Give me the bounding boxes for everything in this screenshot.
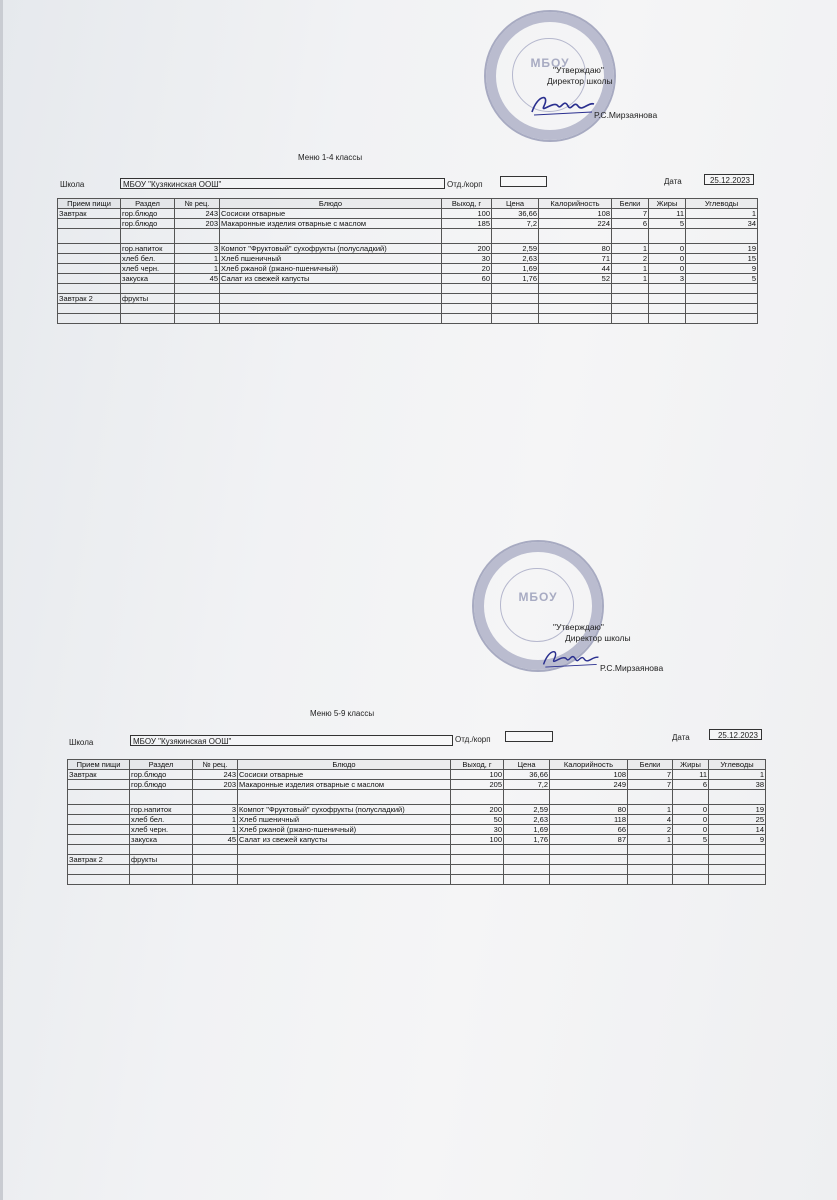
cell-rec: 45 <box>193 835 238 845</box>
cell-meal: Завтрак 2 <box>58 294 121 304</box>
cell-dish: Компот "Фруктовый" сухофрукты (полусладкий) <box>238 805 451 815</box>
cell-rec <box>175 294 220 304</box>
cell-carb: 1 <box>686 209 758 219</box>
header-protein: Белки <box>628 760 673 770</box>
cell-kcal: 108 <box>550 770 628 780</box>
cell-fat: 0 <box>673 815 709 825</box>
table-row <box>68 855 766 865</box>
approval-title: "Утверждаю" <box>553 65 604 75</box>
cell-price: 2,63 <box>492 254 539 264</box>
cell-dish: Хлеб ржаной (ржано-пшеничный) <box>238 825 451 835</box>
dept-field-top <box>500 176 547 187</box>
cell-dish: Хлеб пшеничный <box>238 815 451 825</box>
cell-section: фрукты <box>130 855 193 865</box>
cell-kcal <box>539 229 612 244</box>
header-carb: Углеводы <box>709 760 766 770</box>
cell-price <box>504 845 550 855</box>
cell-price: 1,76 <box>492 274 539 284</box>
cell-meal <box>68 805 130 815</box>
cell-carb: 19 <box>686 244 758 254</box>
cell-yield: 30 <box>442 254 492 264</box>
cell-section <box>121 304 175 314</box>
director-signature-top <box>528 92 598 122</box>
cell-rec: 3 <box>193 805 238 815</box>
director-name-top: Р.С.Мирзаянова <box>594 110 658 120</box>
cell-fat: 3 <box>649 274 686 284</box>
cell-protein <box>612 314 649 324</box>
cell-meal <box>68 875 130 885</box>
cell-yield: 100 <box>451 835 504 845</box>
cell-protein <box>628 845 673 855</box>
cell-rec <box>175 229 220 244</box>
cell-rec: 243 <box>193 770 238 780</box>
cell-protein: 1 <box>612 264 649 274</box>
cell-dish <box>238 865 451 875</box>
cell-price: 36,66 <box>492 209 539 219</box>
cell-carb: 5 <box>686 274 758 284</box>
cell-kcal <box>550 875 628 885</box>
header-meal: Прием пищи <box>58 199 121 209</box>
cell-carb: 15 <box>686 254 758 264</box>
header-fat: Жиры <box>673 760 709 770</box>
cell-dish <box>220 304 442 314</box>
cell-price: 2,63 <box>504 815 550 825</box>
cell-fat: 0 <box>673 805 709 815</box>
cell-protein <box>628 875 673 885</box>
cell-carb <box>709 865 766 875</box>
cell-price <box>492 314 539 324</box>
header-meal: Прием пищи <box>68 760 130 770</box>
cell-yield: 30 <box>451 825 504 835</box>
cell-kcal <box>550 790 628 805</box>
table-row <box>68 875 766 885</box>
table-header-row <box>58 199 758 209</box>
cell-dish <box>220 284 442 294</box>
table-row <box>58 244 758 254</box>
cell-carb <box>686 314 758 324</box>
cell-protein: 2 <box>612 254 649 264</box>
cell-fat: 0 <box>649 244 686 254</box>
cell-price <box>492 304 539 314</box>
header-rec: № рец. <box>175 199 220 209</box>
cell-rec: 243 <box>175 209 220 219</box>
cell-carb: 34 <box>686 219 758 229</box>
cell-protein: 1 <box>628 835 673 845</box>
cell-yield: 185 <box>442 219 492 229</box>
cell-meal <box>58 264 121 274</box>
cell-carb <box>709 855 766 865</box>
dept-label-bottom: Отд./корп <box>455 735 491 744</box>
cell-section: гор.напиток <box>121 244 175 254</box>
cell-fat <box>673 790 709 805</box>
cell-section: гор.напиток <box>130 805 193 815</box>
date-field-top: 25.12.2023 <box>704 174 754 185</box>
cell-protein <box>628 865 673 875</box>
cell-protein: 1 <box>612 274 649 284</box>
cell-protein: 4 <box>628 815 673 825</box>
header-kcal: Калорийность <box>550 760 628 770</box>
cell-price: 2,59 <box>504 805 550 815</box>
cell-price: 1,76 <box>504 835 550 845</box>
cell-yield <box>451 855 504 865</box>
cell-fat: 0 <box>673 825 709 835</box>
header-yield: Выход, г <box>451 760 504 770</box>
cell-meal <box>68 845 130 855</box>
table-row <box>58 229 758 244</box>
cell-section: хлеб бел. <box>121 254 175 264</box>
cell-dish: Компот "Фруктовый" сухофрукты (полусладкий) <box>220 244 442 254</box>
header-kcal: Калорийность <box>539 199 612 209</box>
cell-meal <box>58 254 121 264</box>
cell-meal <box>58 229 121 244</box>
table-row <box>68 835 766 845</box>
cell-fat: 5 <box>649 219 686 229</box>
cell-dish: Хлеб пшеничный <box>220 254 442 264</box>
school-field-bottom: МБОУ "Кузякинская ООШ" <box>130 735 453 746</box>
cell-fat <box>673 845 709 855</box>
table-row <box>58 209 758 219</box>
cell-price <box>492 294 539 304</box>
cell-carb: 25 <box>709 815 766 825</box>
cell-meal: Завтрак <box>68 770 130 780</box>
table-header-row <box>68 760 766 770</box>
cell-fat <box>649 284 686 294</box>
cell-kcal: 87 <box>550 835 628 845</box>
cell-yield: 200 <box>451 805 504 815</box>
cell-carb <box>686 304 758 314</box>
cell-section: гор.блюдо <box>121 219 175 229</box>
cell-meal <box>68 780 130 790</box>
cell-meal <box>68 825 130 835</box>
cell-fat: 11 <box>649 209 686 219</box>
stamp-center-text: МБОУ <box>518 590 558 604</box>
cell-meal <box>58 304 121 314</box>
header-yield: Выход, г <box>442 199 492 209</box>
cell-yield: 100 <box>442 209 492 219</box>
cell-dish <box>220 314 442 324</box>
cell-rec <box>193 875 238 885</box>
table-row <box>68 865 766 875</box>
cell-kcal <box>550 845 628 855</box>
date-label-bottom: Дата <box>672 733 690 742</box>
cell-fat <box>649 304 686 314</box>
cell-yield <box>451 790 504 805</box>
cell-yield <box>442 284 492 294</box>
table-row <box>58 294 758 304</box>
cell-yield <box>442 314 492 324</box>
cell-fat: 6 <box>673 780 709 790</box>
cell-price: 2,59 <box>492 244 539 254</box>
cell-yield <box>451 875 504 885</box>
table-row <box>58 304 758 314</box>
approval-position: Директор школы <box>547 76 613 86</box>
cell-yield: 200 <box>442 244 492 254</box>
cell-section <box>121 314 175 324</box>
cell-dish <box>238 875 451 885</box>
cell-kcal: 71 <box>539 254 612 264</box>
cell-fat <box>673 865 709 875</box>
table-row <box>68 845 766 855</box>
cell-price: 1,69 <box>492 264 539 274</box>
cell-dish: Макаронные изделия отварные с маслом <box>220 219 442 229</box>
cell-carb <box>709 845 766 855</box>
cell-protein <box>628 790 673 805</box>
cell-protein <box>612 294 649 304</box>
cell-dish: Сосиски отварные <box>220 209 442 219</box>
cell-section: гор.блюдо <box>121 209 175 219</box>
cell-kcal <box>550 865 628 875</box>
cell-section <box>121 229 175 244</box>
cell-dish <box>238 855 451 865</box>
cell-kcal <box>539 304 612 314</box>
director-name-bottom: Р.С.Мирзаянова <box>600 663 664 673</box>
cell-price <box>492 229 539 244</box>
cell-rec: 1 <box>193 825 238 835</box>
cell-rec: 45 <box>175 274 220 284</box>
cell-section <box>130 845 193 855</box>
cell-price <box>492 284 539 294</box>
cell-rec: 1 <box>193 815 238 825</box>
cell-dish: Макаронные изделия отварные с маслом <box>238 780 451 790</box>
cell-protein: 7 <box>628 770 673 780</box>
cell-fat: 0 <box>649 254 686 264</box>
cell-dish <box>220 294 442 304</box>
cell-carb <box>686 284 758 294</box>
cell-fat: 5 <box>673 835 709 845</box>
cell-rec <box>193 855 238 865</box>
cell-kcal: 80 <box>550 805 628 815</box>
table-row <box>68 790 766 805</box>
cell-protein <box>612 284 649 294</box>
cell-section <box>130 865 193 875</box>
cell-carb <box>686 294 758 304</box>
cell-dish <box>220 229 442 244</box>
cell-protein <box>612 229 649 244</box>
cell-dish: Хлеб ржаной (ржано-пшеничный) <box>220 264 442 274</box>
cell-price: 7,2 <box>492 219 539 229</box>
header-section: Раздел <box>121 199 175 209</box>
table-row <box>68 805 766 815</box>
table-row <box>58 254 758 264</box>
cell-kcal: 44 <box>539 264 612 274</box>
cell-price <box>504 875 550 885</box>
cell-section <box>130 875 193 885</box>
cell-carb: 1 <box>709 770 766 780</box>
cell-carb <box>686 229 758 244</box>
approval-position: Директор школы <box>565 633 631 643</box>
cell-rec: 203 <box>193 780 238 790</box>
header-price: Цена <box>492 199 539 209</box>
cell-meal <box>58 284 121 294</box>
cell-yield: 20 <box>442 264 492 274</box>
cell-price: 7,2 <box>504 780 550 790</box>
cell-kcal: 224 <box>539 219 612 229</box>
cell-protein <box>628 855 673 865</box>
approval-title: "Утверждаю" <box>553 622 604 632</box>
table-row <box>58 314 758 324</box>
cell-kcal: 249 <box>550 780 628 790</box>
cell-meal <box>58 219 121 229</box>
cell-protein: 6 <box>612 219 649 229</box>
cell-kcal: 108 <box>539 209 612 219</box>
cell-protein: 7 <box>628 780 673 790</box>
cell-rec: 1 <box>175 264 220 274</box>
cell-rec <box>175 284 220 294</box>
date-label-top: Дата <box>664 177 682 186</box>
cell-price <box>504 855 550 865</box>
cell-rec <box>193 865 238 875</box>
cell-meal <box>68 815 130 825</box>
cell-dish: Салат из свежей капусты <box>220 274 442 284</box>
cell-yield: 100 <box>451 770 504 780</box>
menu-table-top <box>57 198 758 324</box>
cell-section: хлеб черн. <box>130 825 193 835</box>
cell-carb <box>709 790 766 805</box>
cell-carb: 19 <box>709 805 766 815</box>
cell-kcal: 66 <box>550 825 628 835</box>
cell-carb: 9 <box>686 264 758 274</box>
menu-table-bottom <box>67 759 766 885</box>
cell-fat: 11 <box>673 770 709 780</box>
cell-section: хлеб бел. <box>130 815 193 825</box>
cell-meal <box>58 244 121 254</box>
cell-yield <box>442 304 492 314</box>
cell-price <box>504 790 550 805</box>
cell-section: гор.блюдо <box>130 770 193 780</box>
cell-kcal <box>539 284 612 294</box>
header-section: Раздел <box>130 760 193 770</box>
table-row <box>58 219 758 229</box>
school-label-top: Школа <box>60 180 85 189</box>
table-row <box>68 770 766 780</box>
cell-section: фрукты <box>121 294 175 304</box>
cell-protein: 1 <box>628 805 673 815</box>
cell-section: хлеб черн. <box>121 264 175 274</box>
cell-kcal: 52 <box>539 274 612 284</box>
cell-protein: 1 <box>612 244 649 254</box>
approval-block-bottom <box>553 622 631 644</box>
cell-meal <box>68 865 130 875</box>
cell-meal: Завтрак <box>58 209 121 219</box>
table-row <box>68 815 766 825</box>
header-fat: Жиры <box>649 199 686 209</box>
approval-block-top <box>547 65 613 87</box>
cell-rec: 203 <box>175 219 220 229</box>
cell-yield <box>451 865 504 875</box>
cell-carb: 9 <box>709 835 766 845</box>
cell-meal <box>68 835 130 845</box>
school-field-top: МБОУ "Кузякинская ООШ" <box>120 178 445 189</box>
cell-carb: 14 <box>709 825 766 835</box>
cell-carb <box>709 875 766 885</box>
cell-fat <box>673 855 709 865</box>
cell-rec <box>193 845 238 855</box>
cell-yield <box>442 294 492 304</box>
cell-fat: 0 <box>649 264 686 274</box>
table-row <box>68 780 766 790</box>
cell-meal: Завтрак 2 <box>68 855 130 865</box>
cell-section <box>130 790 193 805</box>
cell-kcal <box>539 294 612 304</box>
cell-fat <box>649 314 686 324</box>
cell-section: гор.блюдо <box>130 780 193 790</box>
cell-carb: 38 <box>709 780 766 790</box>
cell-yield: 205 <box>451 780 504 790</box>
cell-meal <box>68 790 130 805</box>
cell-fat <box>673 875 709 885</box>
cell-dish <box>238 790 451 805</box>
cell-kcal: 118 <box>550 815 628 825</box>
cell-kcal: 80 <box>539 244 612 254</box>
cell-rec <box>193 790 238 805</box>
table-row <box>68 825 766 835</box>
cell-protein <box>612 304 649 314</box>
paper-left-edge <box>0 0 3 1200</box>
cell-price: 36,66 <box>504 770 550 780</box>
header-carb: Углеводы <box>686 199 758 209</box>
cell-dish: Сосиски отварные <box>238 770 451 780</box>
header-rec: № рец. <box>193 760 238 770</box>
cell-price <box>504 865 550 875</box>
cell-rec <box>175 314 220 324</box>
cell-yield: 50 <box>451 815 504 825</box>
cell-meal <box>58 274 121 284</box>
cell-rec: 3 <box>175 244 220 254</box>
cell-section: закуска <box>130 835 193 845</box>
cell-section <box>121 284 175 294</box>
dept-field-bottom <box>505 731 553 742</box>
date-field-bottom: 25.12.2023 <box>709 729 762 740</box>
menu-title-top: Меню 1-4 классы <box>298 153 363 162</box>
menu-title-bottom: Меню 5-9 классы <box>310 709 375 718</box>
cell-protein: 7 <box>612 209 649 219</box>
cell-kcal <box>550 855 628 865</box>
cell-yield <box>451 845 504 855</box>
cell-rec: 1 <box>175 254 220 264</box>
cell-kcal <box>539 314 612 324</box>
cell-section: закуска <box>121 274 175 284</box>
school-label-bottom: Школа <box>69 738 94 747</box>
cell-protein: 2 <box>628 825 673 835</box>
cell-yield: 60 <box>442 274 492 284</box>
cell-fat <box>649 229 686 244</box>
cell-dish <box>238 845 451 855</box>
stamp-center-text: МБОУ <box>530 56 570 70</box>
cell-meal <box>58 314 121 324</box>
table-row <box>58 274 758 284</box>
header-price: Цена <box>504 760 550 770</box>
cell-dish: Салат из свежей капусты <box>238 835 451 845</box>
header-dish: Блюдо <box>238 760 451 770</box>
dept-label-top: Отд./корп <box>447 180 483 189</box>
header-dish: Блюдо <box>220 199 442 209</box>
table-row <box>58 284 758 294</box>
director-signature-bottom <box>540 645 602 675</box>
table-row <box>58 264 758 274</box>
cell-rec <box>175 304 220 314</box>
header-protein: Белки <box>612 199 649 209</box>
cell-price: 1,69 <box>504 825 550 835</box>
cell-yield <box>442 229 492 244</box>
cell-fat <box>649 294 686 304</box>
